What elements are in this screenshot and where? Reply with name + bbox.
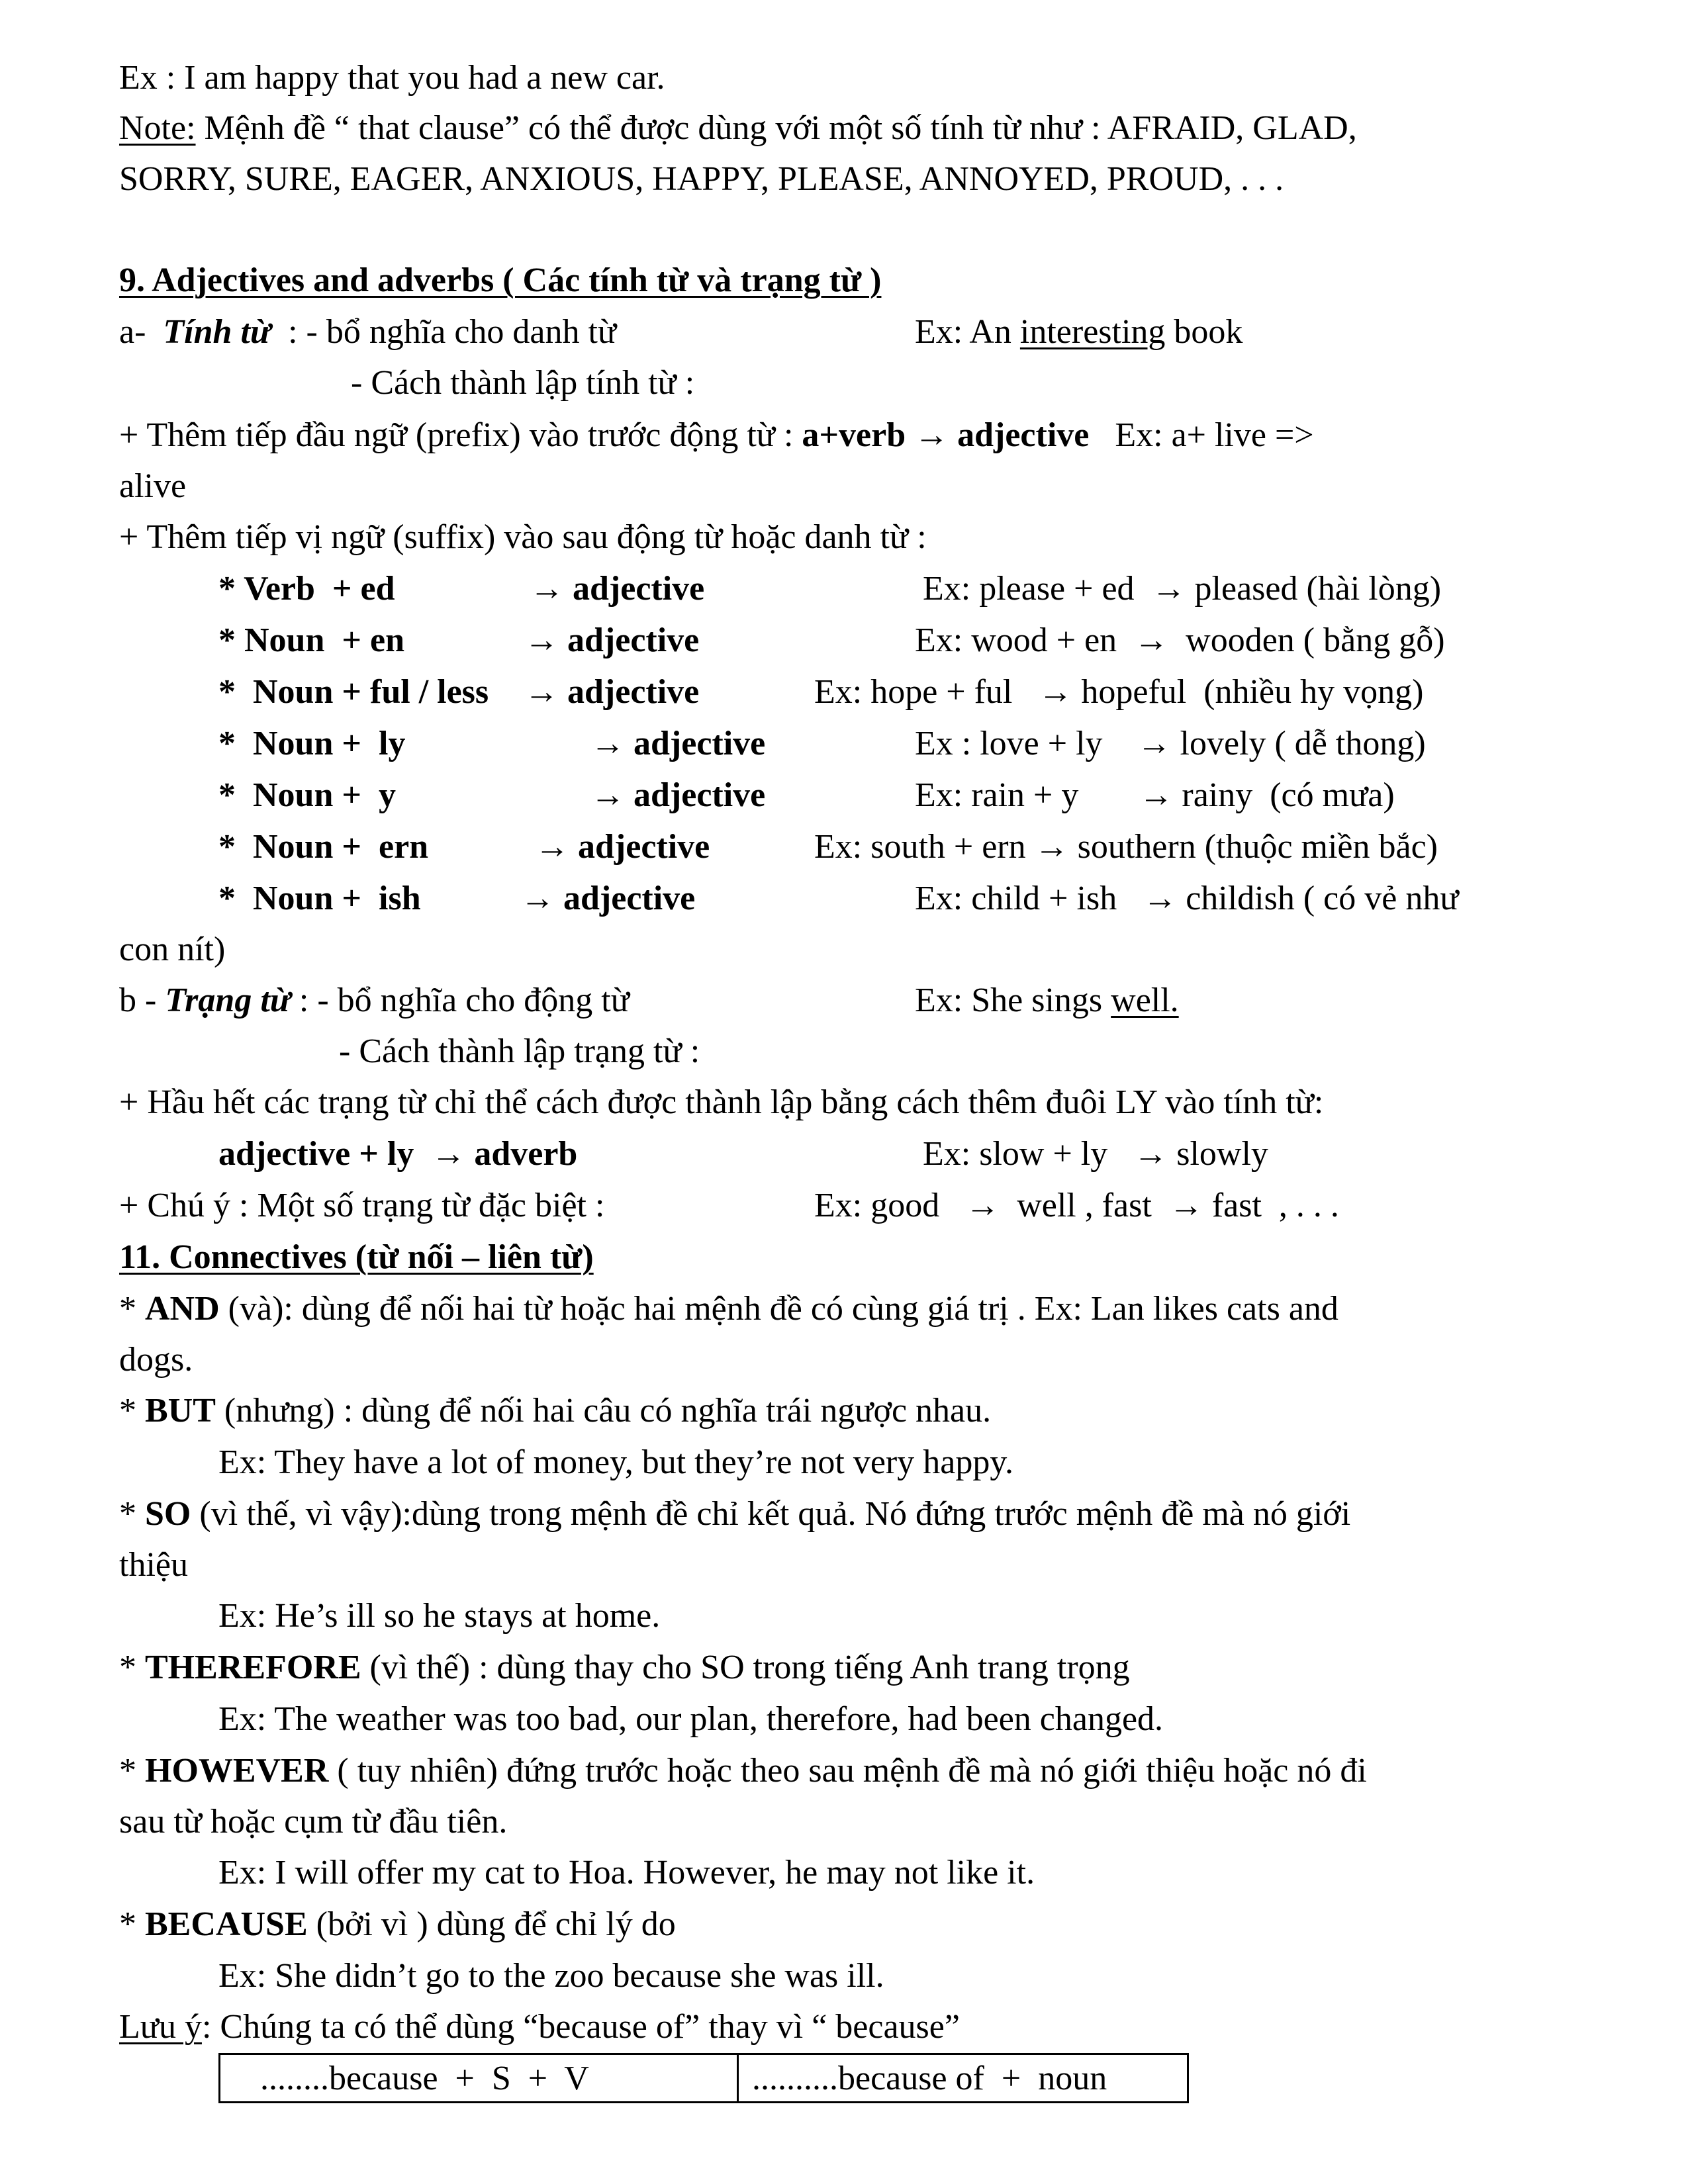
suffix-result: → adjective	[520, 880, 696, 917]
connective-so-cont: thiệu	[119, 1546, 188, 1584]
section-9-heading: 9. Adjectives and adverbs ( Các tính từ và trạng từ )	[119, 261, 882, 299]
connective-so: * SO (vì thế, vì vậy):dùng trong mệnh đề chỉ kết quả. Nó đứng trước mệnh đề mà nó giới	[119, 1495, 1351, 1533]
however-text: ( tuy nhiên) đứng trước hoặc theo sau mệnh đề mà nó giới thiệu hoặc nó đi	[328, 1752, 1367, 1790]
because-word: BECAUSE	[145, 1905, 308, 1943]
adverb-special-example: Ex: good → well , fast → fast , . . .	[814, 1187, 1339, 1224]
so-text: (vì thế, vì vậy):dùng trong mệnh đề chỉ kết quả. Nó đứng trước mệnh đề mà nó giới	[191, 1495, 1351, 1533]
connective-and-cont: dogs.	[119, 1341, 193, 1379]
adverb-formula-example: Ex: slow + ly → slowly	[923, 1135, 1268, 1173]
connective-however-example: Ex: I will offer my cat to Hoa. However, he may not like it.	[218, 1854, 1035, 1891]
therefore-text: (vì thế) : dùng thay cho SO trong tiếng Anh trang trọng	[361, 1649, 1130, 1686]
connective-therefore: * THEREFORE (vì thế) : dùng thay cho SO trong tiếng Anh trang trọng	[119, 1649, 1130, 1686]
table-row	[220, 2054, 1188, 2103]
suffix-base: * Noun + ly	[218, 725, 406, 762]
adjective-rule-prefix-cont: alive	[119, 467, 187, 505]
connective-however: * HOWEVER ( tuy nhiên) đứng trước hoặc theo sau mệnh đề mà nó giới thiệu hoặc nó đi	[119, 1752, 1367, 1790]
suffix-example: Ex: hope + ful → hopeful (nhiều hy vọng)	[814, 673, 1424, 711]
adverb-formation: - Cách thành lập trạng từ :	[339, 1032, 700, 1070]
connective-but-example: Ex: They have a lot of money, but they’re not very happy.	[218, 1443, 1013, 1481]
connective-and: * AND (và): dùng để nối hai từ hoặc hai mệnh đề có cùng giá trị . Ex: Lan likes cats and	[119, 1290, 1338, 1328]
suffix-base: * Noun + en	[218, 621, 405, 659]
suffix-example: Ex: rain + y → rainy (có mưa)	[915, 776, 1395, 814]
suffix-result: → adjective	[590, 725, 766, 762]
so-word: SO	[145, 1495, 191, 1533]
and-text: (và): dùng để nối hai từ hoặc hai mệnh đề có cùng giá trị . Ex: Lan likes cats and	[219, 1290, 1338, 1328]
rule1-formula: a+verb → adjective	[802, 416, 1090, 454]
table-cell-because-of: ..........because of + noun	[738, 2054, 1188, 2103]
adverb-desc: : - bổ nghĩa cho động từ	[290, 981, 630, 1019]
suffix-base: * Noun + y	[218, 776, 397, 814]
adverb-example	[915, 983, 1179, 1018]
because-note	[119, 2010, 960, 2044]
adjective-desc: : - bổ nghĩa cho danh từ	[271, 313, 617, 351]
note-line	[119, 111, 1357, 146]
adj-ex-prefix: Ex: An	[915, 313, 1020, 351]
adj-prefix: a-	[119, 313, 164, 351]
adjective-formation: - Cách thành lập tính từ :	[351, 364, 695, 402]
connective-so-example: Ex: He’s ill so he stays at home.	[218, 1597, 661, 1635]
connective-because: * BECAUSE (bởi vì ) dùng để chỉ lý do	[119, 1905, 676, 1943]
suffix-result: → adjective	[524, 673, 700, 711]
adverb-rule: + Hầu hết các trạng từ chỉ thể cách được thành lập bằng cách thêm đuôi LY vào tính từ:	[119, 1083, 1324, 1121]
adjective-rule-prefix	[119, 418, 1314, 453]
adjective-example	[915, 315, 1243, 349]
note-adjective-list: SORRY, SURE, EAGER, ANXIOUS, HAPPY, PLEASE, ANNOYED, PROUD, . . .	[119, 160, 1284, 198]
rule1-text: + Thêm tiếp đầu ngữ (prefix) vào trước động từ :	[119, 416, 802, 454]
connective-therefore-example: Ex: The weather was too bad, our plan, therefore, had been changed.	[218, 1700, 1164, 1738]
suffix-base: * Noun + ern	[218, 828, 429, 866]
suffix-example: Ex: south + ern → southern (thuộc miền bắc)	[814, 828, 1438, 866]
connective-but: * BUT (nhưng) : dùng để nối hai câu có nghĩa trái ngược nhau.	[119, 1392, 992, 1430]
because-comparison-table	[218, 2053, 1189, 2103]
adjective-rule-suffix: + Thêm tiếp vị ngữ (suffix) vào sau động từ hoặc danh từ :	[119, 518, 927, 556]
table-cell-because: ........because + S + V	[220, 2054, 738, 2103]
but-text: (nhưng) : dùng để nối hai câu có nghĩa trái ngược nhau.	[215, 1392, 992, 1430]
rule1-example: Ex: a+ live =>	[1089, 416, 1314, 454]
adverb-label: Trạng từ	[165, 981, 291, 1019]
suffix-result: → adjective	[590, 776, 766, 814]
connective-because-example: Ex: She didn’t go to the zoo because she was ill.	[218, 1957, 884, 1995]
adverb-formula: adjective + ly → adverb	[218, 1135, 578, 1173]
suffix-cont: con nít)	[119, 931, 226, 968]
adv-ex-word: well.	[1111, 981, 1179, 1019]
and-word: AND	[145, 1290, 220, 1328]
because-text: (bởi vì ) dùng để chỉ lý do	[307, 1905, 676, 1943]
adv-ex-prefix: Ex: She sings	[915, 981, 1111, 1019]
intro-example: Ex : I am happy that you had a new car.	[119, 59, 665, 97]
but-word: BUT	[145, 1392, 216, 1430]
however-word: HOWEVER	[145, 1752, 329, 1790]
suffix-base: * Noun + ful / less	[218, 673, 489, 711]
note-text: Mệnh đề “ that clause” có thể được dùng với một số tính từ như : AFRAID, GLAD,	[195, 109, 1357, 147]
note-label: Note:	[119, 109, 196, 147]
adj-ex-suffix: book	[1165, 313, 1243, 351]
adverb-special: + Chú ý : Một số trạng từ đặc biệt :	[119, 1187, 605, 1224]
because-note-text: : Chúng ta có thể dùng “because of” thay vì “ because”	[201, 2008, 960, 2046]
adjective-definition	[119, 315, 616, 349]
suffix-example: Ex: wood + en → wooden ( bằng gỗ)	[915, 621, 1445, 659]
adj-ex-word: interesting	[1019, 313, 1166, 351]
suffix-base: * Noun + ish	[218, 880, 421, 917]
suffix-example: Ex : love + ly → lovely ( dễ thong)	[915, 725, 1426, 762]
connective-however-cont: sau từ hoặc cụm từ đầu tiên.	[119, 1803, 508, 1841]
section-11-heading: 11. Connectives (từ nối – liên từ)	[119, 1238, 594, 1276]
suffix-result: → adjective	[524, 621, 700, 659]
adjective-label: Tính từ	[163, 313, 271, 351]
suffix-base: * Verb + ed	[218, 570, 395, 608]
adverb-definition	[119, 983, 630, 1018]
suffix-result: → adjective	[535, 828, 710, 866]
adv-prefix: b -	[119, 981, 165, 1019]
because-note-label: Lưu ý	[119, 2008, 202, 2046]
therefore-word: THEREFORE	[145, 1649, 361, 1686]
suffix-result: → adjective	[530, 570, 705, 608]
suffix-example: Ex: child + ish → childish ( có vẻ như	[915, 880, 1459, 917]
suffix-example: Ex: please + ed → pleased (hài lòng)	[923, 570, 1442, 608]
